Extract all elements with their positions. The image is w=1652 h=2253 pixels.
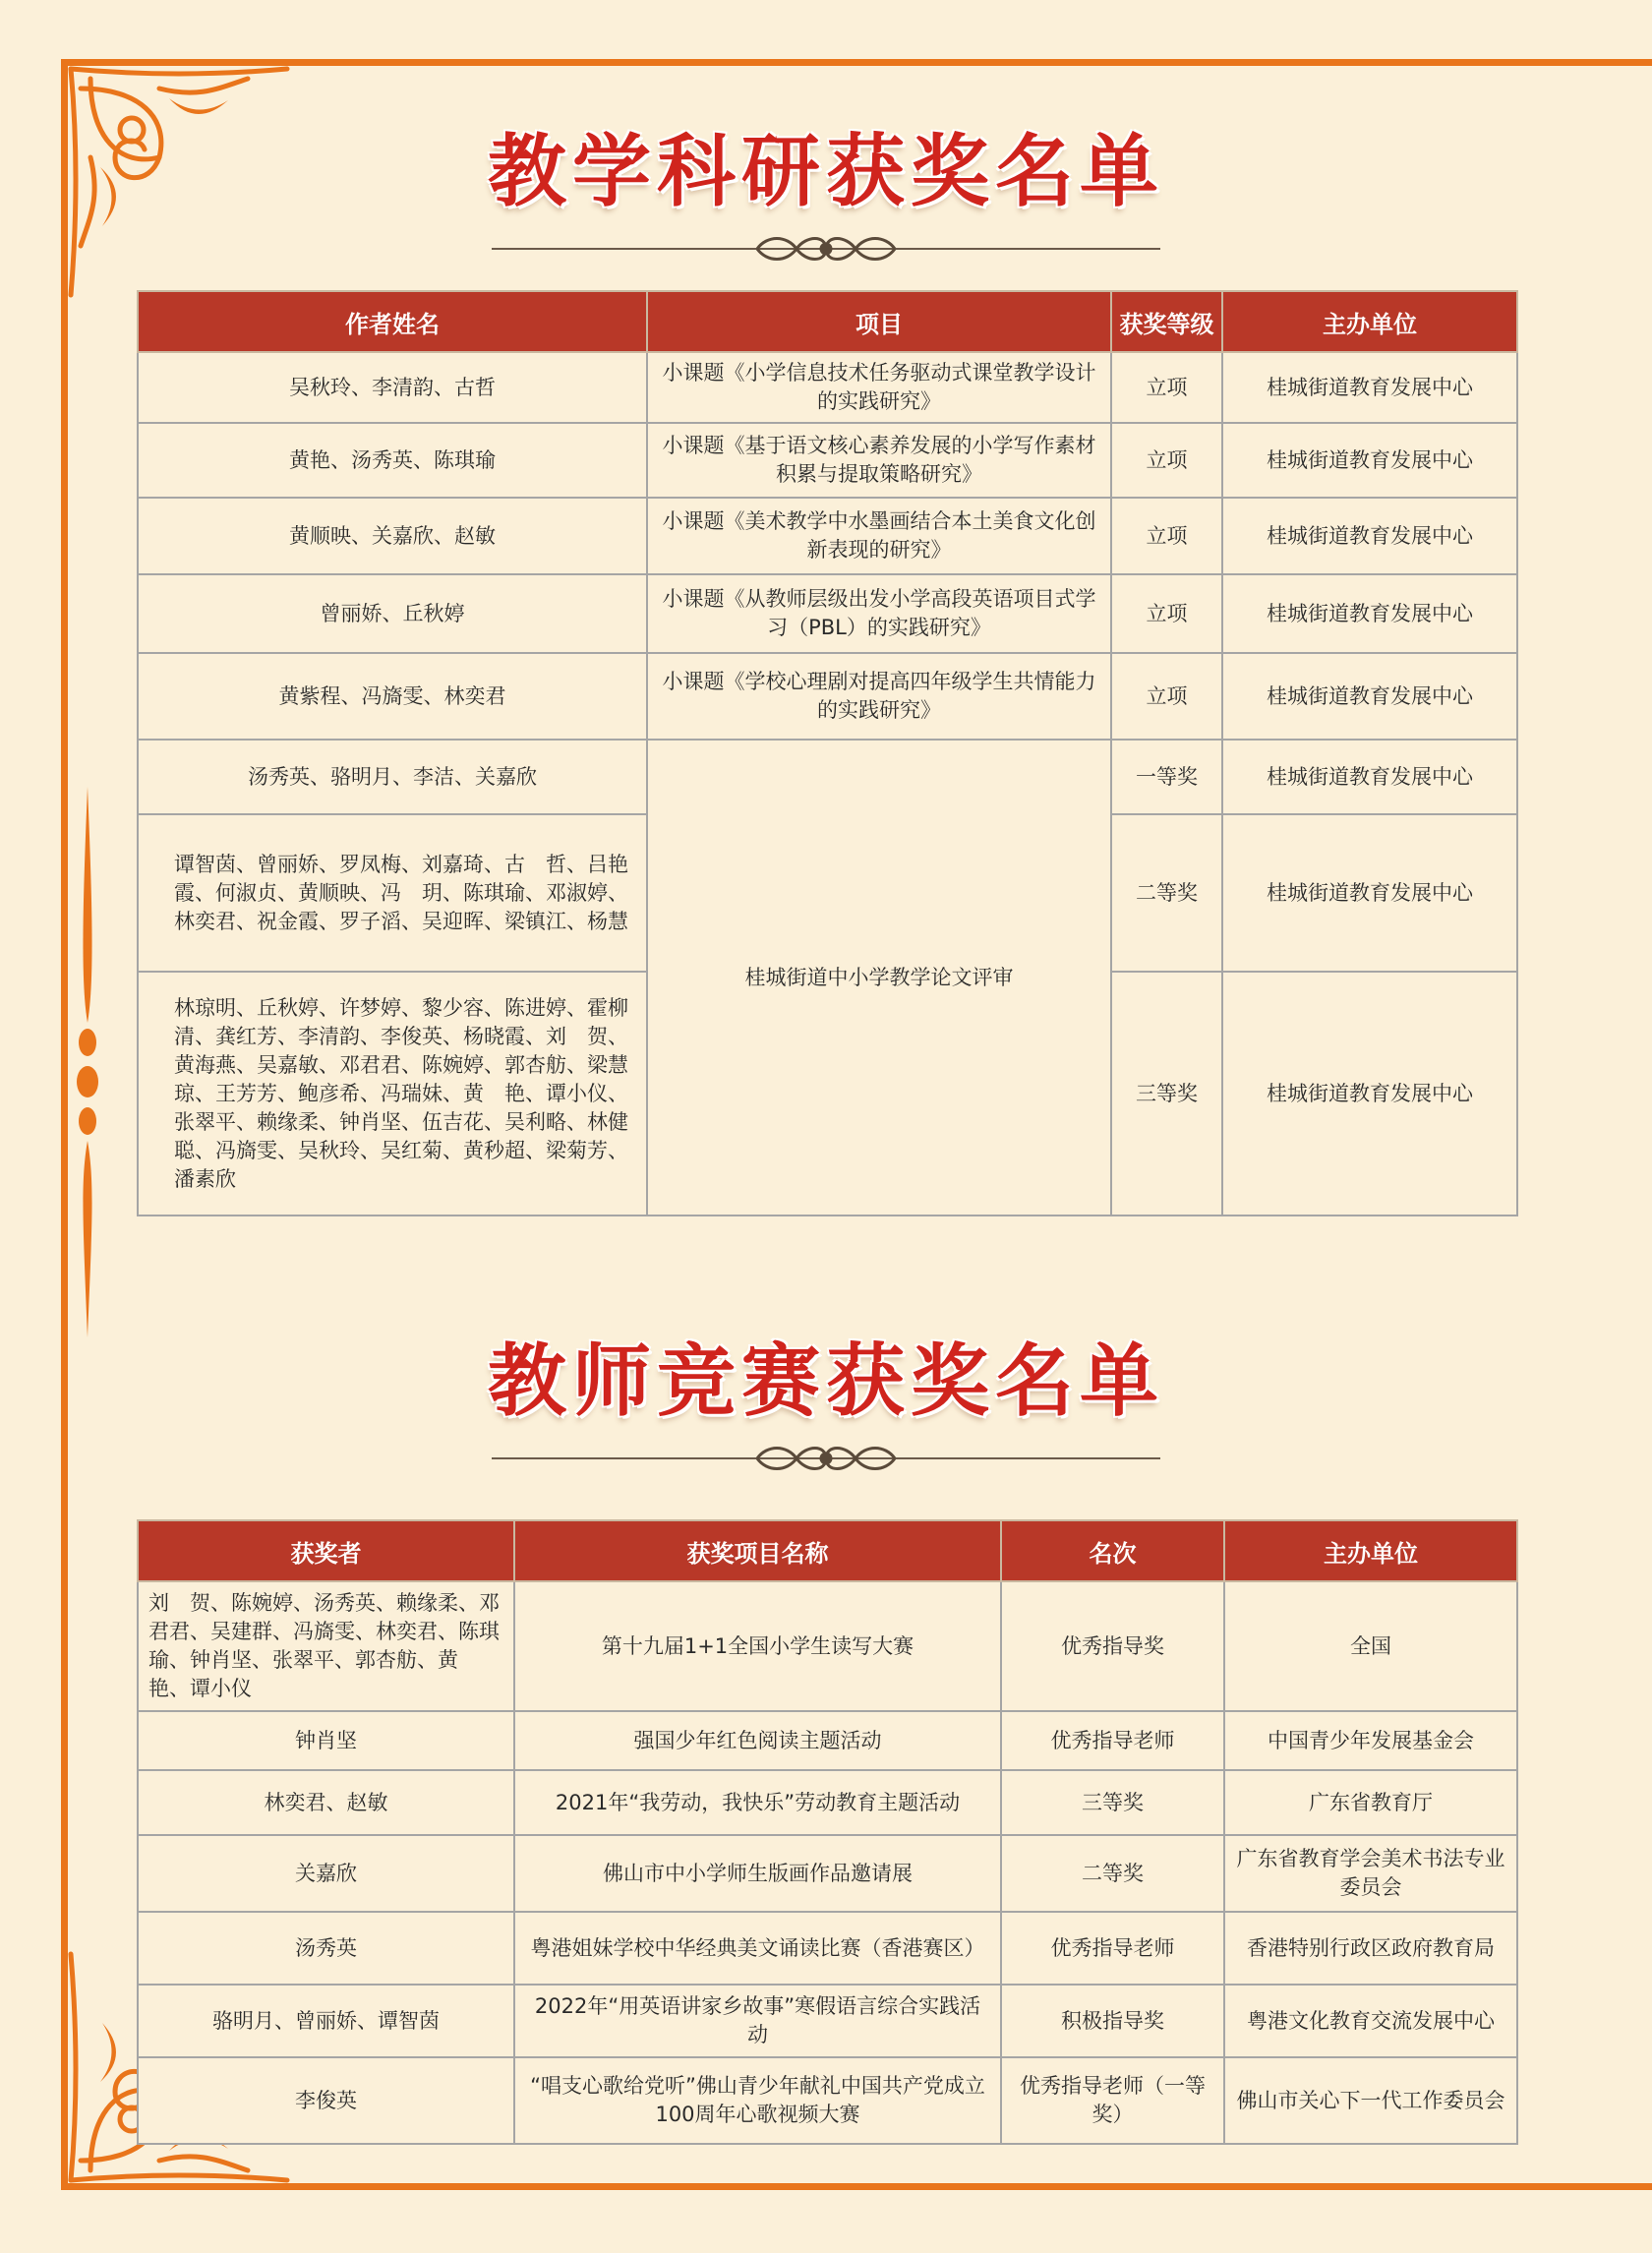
winner-cell: 关嘉欣 <box>138 1835 514 1912</box>
section2-title: 教师竞赛获奖名单 <box>488 1335 1164 1427</box>
competition-award-table <box>137 1519 1518 2145</box>
event-cell: 粤港姐妹学校中华经典美文诵读比赛（香港赛区） <box>514 1912 1001 1985</box>
winner-cell: 李俊英 <box>138 2057 514 2144</box>
organizer-cell: 桂城街道教育发展中心 <box>1222 574 1517 653</box>
header-organizer: 主办单位 <box>1222 291 1517 352</box>
table-row <box>138 740 1517 814</box>
section1-title: 教学科研获奖名单 <box>488 126 1164 217</box>
organizer-cell: 桂城街道教育发展中心 <box>1222 814 1517 972</box>
organizer-cell: 桂城街道教育发展中心 <box>1222 498 1517 574</box>
header-project: 项目 <box>647 291 1111 352</box>
side-ornament-icon <box>73 787 102 1337</box>
organizer-cell: 广东省教育学会美术书法专业委员会 <box>1224 1835 1517 1912</box>
header-event: 获奖项目名称 <box>514 1520 1001 1581</box>
organizer-cell: 香港特别行政区政府教育局 <box>1224 1912 1517 1985</box>
level-cell: 二等奖 <box>1111 814 1222 972</box>
winner-cell: 刘 贺、陈婉婷、汤秀英、赖缘柔、邓君君、吴建群、冯旖雯、林奕君、陈琪瑜、钟肖坚、张翠平、郭杏舫、黄 艳、谭小仪 <box>138 1581 514 1711</box>
organizer-cell: 桂城街道教育发展中心 <box>1222 653 1517 740</box>
project-cell: 小课题《学校心理剧对提高四年级学生共情能力的实践研究》 <box>647 653 1111 740</box>
rank-cell: 优秀指导老师（一等奖） <box>1001 2057 1224 2144</box>
level-cell: 立项 <box>1111 423 1222 498</box>
project-cell: 小课题《基于语文核心素养发展的小学写作素材积累与提取策略研究》 <box>647 423 1111 498</box>
event-cell: 2021年“我劳动，我快乐”劳动教育主题活动 <box>514 1770 1001 1835</box>
level-cell: 立项 <box>1111 498 1222 574</box>
divider-ornament-icon <box>492 229 1160 268</box>
project-cell: 小课题《从教师层级出发小学高段英语项目式学习（PBL）的实践研究》 <box>647 574 1111 653</box>
rank-cell: 三等奖 <box>1001 1770 1224 1835</box>
project-cell: 小课题《小学信息技术任务驱动式课堂教学设计的实践研究》 <box>647 352 1111 423</box>
event-cell: 2022年“用英语讲家乡故事”寒假语言综合实践活动 <box>514 1985 1001 2057</box>
organizer-cell: 中国青少年发展基金会 <box>1224 1711 1517 1770</box>
table-row <box>138 2057 1517 2144</box>
event-cell: 佛山市中小学师生版画作品邀请展 <box>514 1835 1001 1912</box>
header-organizer: 主办单位 <box>1224 1520 1517 1581</box>
table-row <box>138 352 1517 423</box>
rank-cell: 二等奖 <box>1001 1835 1224 1912</box>
organizer-cell: 全国 <box>1224 1581 1517 1711</box>
author-cell: 黄紫程、冯旖雯、林奕君 <box>138 653 647 740</box>
winner-cell: 钟肖坚 <box>138 1711 514 1770</box>
organizer-cell: 佛山市关心下一代工作委员会 <box>1224 2057 1517 2144</box>
rank-cell: 优秀指导奖 <box>1001 1581 1224 1711</box>
table-row <box>138 1985 1517 2057</box>
header-author: 作者姓名 <box>138 291 647 352</box>
table-row <box>138 574 1517 653</box>
organizer-cell: 桂城街道教育发展中心 <box>1222 423 1517 498</box>
header-rank: 名次 <box>1001 1520 1224 1581</box>
table-row <box>138 1835 1517 1912</box>
level-cell: 立项 <box>1111 352 1222 423</box>
header-level: 获奖等级 <box>1111 291 1222 352</box>
frame-left-border <box>61 59 68 2183</box>
rank-cell: 积极指导奖 <box>1001 1985 1224 2057</box>
rank-cell: 优秀指导老师 <box>1001 1912 1224 1985</box>
table-row <box>138 653 1517 740</box>
table-row <box>138 1912 1517 1985</box>
level-cell: 立项 <box>1111 574 1222 653</box>
table-row <box>138 423 1517 498</box>
organizer-cell: 粤港文化教育交流发展中心 <box>1224 1985 1517 2057</box>
table-row <box>138 1581 1517 1711</box>
event-cell: 强国少年红色阅读主题活动 <box>514 1711 1001 1770</box>
table-row <box>138 1711 1517 1770</box>
table-header-row <box>138 291 1517 352</box>
author-cell: 曾丽娇、丘秋婷 <box>138 574 647 653</box>
table-header-row <box>138 1520 1517 1581</box>
author-cell: 汤秀英、骆明月、李洁、关嘉欣 <box>138 740 647 814</box>
event-cell: “唱支心歌给党听”佛山青少年献礼中国共产党成立100周年心歌视频大赛 <box>514 2057 1001 2144</box>
organizer-cell: 桂城街道教育发展中心 <box>1222 740 1517 814</box>
organizer-cell: 广东省教育厅 <box>1224 1770 1517 1835</box>
author-cell: 谭智茵、曾丽娇、罗凤梅、刘嘉琦、古 哲、吕艳霞、何淑贞、黄顺映、冯 玥、陈琪瑜、邓淑婷、林奕君、祝金霞、罗子滔、吴迎晖、梁镇江、杨慧 <box>138 814 647 972</box>
table-row <box>138 498 1517 574</box>
header-winner: 获奖者 <box>138 1520 514 1581</box>
merged-project-cell: 桂城街道中小学教学论文评审 <box>647 740 1111 1215</box>
author-cell: 黄顺映、关嘉欣、赵敏 <box>138 498 647 574</box>
winner-cell: 骆明月、曾丽娇、谭智茵 <box>138 1985 514 2057</box>
table-row <box>138 1770 1517 1835</box>
project-cell: 小课题《美术教学中水墨画结合本土美食文化创新表现的研究》 <box>647 498 1111 574</box>
author-cell: 林琼明、丘秋婷、许梦婷、黎少容、陈进婷、霍柳清、龚红芳、李清韵、李俊英、杨晓霞、刘 贺、黄海燕、吴嘉敏、邓君君、陈婉婷、郭杏舫、梁慧琼、王芳芳、鲍彦希、冯瑞妹、黄 艳、谭小仪、张翠平、赖缘柔、钟肖坚、伍吉花、吴利略、林健聪、冯旖雯、吴秋玲、吴红菊、黄秒超、梁菊芳、潘素欣 <box>138 972 647 1215</box>
level-cell: 一等奖 <box>1111 740 1222 814</box>
research-award-table <box>137 290 1518 1216</box>
author-cell: 吴秋玲、李清韵、古哲 <box>138 352 647 423</box>
organizer-cell: 桂城街道教育发展中心 <box>1222 352 1517 423</box>
rank-cell: 优秀指导老师 <box>1001 1711 1224 1770</box>
level-cell: 立项 <box>1111 653 1222 740</box>
divider-ornament-icon <box>492 1439 1160 1478</box>
event-cell: 第十九届1+1全国小学生读写大赛 <box>514 1581 1001 1711</box>
level-cell: 三等奖 <box>1111 972 1222 1215</box>
winner-cell: 汤秀英 <box>138 1912 514 1985</box>
winner-cell: 林奕君、赵敏 <box>138 1770 514 1835</box>
organizer-cell: 桂城街道教育发展中心 <box>1222 972 1517 1215</box>
author-cell: 黄艳、汤秀英、陈琪瑜 <box>138 423 647 498</box>
